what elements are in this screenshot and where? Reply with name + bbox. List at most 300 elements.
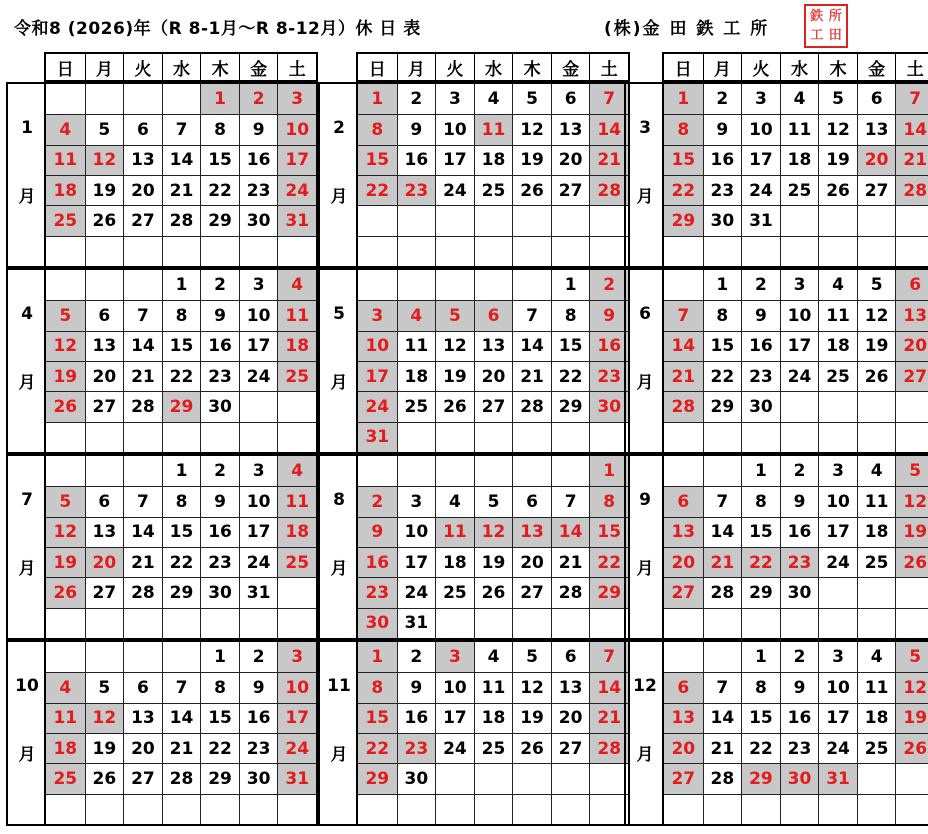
day-cell: 25: [435, 577, 474, 607]
empty-cell: [200, 794, 239, 824]
day-cell: 18: [277, 517, 316, 547]
day-cell: 27: [551, 175, 590, 205]
day-cell: 23: [200, 547, 239, 577]
day-cell: 30: [358, 608, 397, 638]
day-cell: 21: [703, 547, 742, 577]
empty-cell: [512, 794, 551, 824]
day-cell: 5: [512, 642, 551, 672]
month-block: [6, 640, 318, 826]
day-cell: 18: [435, 547, 474, 577]
day-cell: 28: [703, 577, 742, 607]
day-cell: 19: [85, 733, 124, 763]
day-cell: 7: [123, 486, 162, 516]
day-cell: 25: [474, 733, 513, 763]
day-cell: 23: [239, 175, 278, 205]
day-cell: 19: [512, 703, 551, 733]
day-cell: 3: [818, 456, 857, 486]
day-cell: 10: [818, 486, 857, 516]
empty-cell: [551, 205, 590, 235]
day-cell: 29: [741, 763, 780, 793]
empty-cell: [162, 608, 201, 638]
month-number: 3: [639, 118, 651, 138]
day-cell: 15: [162, 331, 201, 361]
day-cell: 4: [277, 270, 316, 300]
day-cell: 29: [200, 763, 239, 793]
empty-cell: [664, 794, 703, 824]
day-cell: 10: [277, 114, 316, 144]
empty-cell: [780, 422, 819, 452]
day-cell: 24: [277, 175, 316, 205]
empty-cell: [818, 391, 857, 421]
day-cell: 29: [162, 577, 201, 607]
empty-cell: [277, 577, 316, 607]
day-cell: 10: [818, 672, 857, 702]
day-cell: 28: [162, 205, 201, 235]
empty-cell: [664, 270, 703, 300]
day-cell: 28: [123, 391, 162, 421]
month-label: [624, 82, 662, 268]
day-cell: 28: [589, 175, 628, 205]
day-cell: 25: [46, 763, 85, 793]
day-cell: 24: [818, 547, 857, 577]
day-cell: 20: [85, 361, 124, 391]
day-cell: 14: [551, 517, 590, 547]
day-cell: 31: [277, 763, 316, 793]
day-cell: 12: [85, 145, 124, 175]
day-cell: 7: [703, 486, 742, 516]
empty-cell: [239, 391, 278, 421]
day-cell: 15: [551, 331, 590, 361]
empty-cell: [512, 608, 551, 638]
day-cell: 14: [589, 672, 628, 702]
day-cell: 31: [239, 577, 278, 607]
day-cell: 7: [589, 84, 628, 114]
day-cell: 2: [239, 84, 278, 114]
day-cell: 22: [551, 361, 590, 391]
day-cell: 20: [85, 547, 124, 577]
day-cell: 10: [277, 672, 316, 702]
day-cell: 4: [277, 456, 316, 486]
day-cell: 5: [474, 486, 513, 516]
empty-cell: [358, 270, 397, 300]
day-cell: 4: [818, 270, 857, 300]
month-number: 10: [15, 676, 39, 696]
day-cell: 3: [358, 300, 397, 330]
empty-cell: [703, 236, 742, 266]
month-number: 6: [639, 304, 651, 324]
day-cell: 4: [435, 486, 474, 516]
empty-cell: [358, 236, 397, 266]
day-cell: 9: [239, 114, 278, 144]
day-cell: 12: [46, 517, 85, 547]
month-label: [6, 454, 44, 640]
weekday-header: 火: [741, 54, 780, 80]
day-cell: 25: [818, 361, 857, 391]
empty-cell: [277, 391, 316, 421]
day-cell: 8: [551, 300, 590, 330]
empty-cell: [857, 608, 896, 638]
month-block: [318, 454, 630, 640]
day-cell: 17: [741, 145, 780, 175]
empty-cell: [435, 608, 474, 638]
empty-cell: [741, 794, 780, 824]
day-cell: 14: [512, 331, 551, 361]
day-cell: 22: [200, 175, 239, 205]
day-cell: 23: [358, 577, 397, 607]
month-suffix: 月: [330, 373, 348, 393]
month-label: [624, 640, 662, 826]
empty-cell: [162, 422, 201, 452]
day-cell: 29: [741, 577, 780, 607]
empty-cell: [551, 456, 590, 486]
day-cell: 4: [397, 300, 436, 330]
day-cell: 5: [46, 300, 85, 330]
month-suffix: 月: [18, 745, 36, 765]
empty-cell: [200, 608, 239, 638]
empty-cell: [162, 236, 201, 266]
day-cell: 24: [277, 733, 316, 763]
day-cell: 17: [397, 547, 436, 577]
day-cell: 9: [200, 300, 239, 330]
day-cell: 30: [239, 763, 278, 793]
empty-cell: [780, 236, 819, 266]
day-cell: 15: [358, 703, 397, 733]
day-cell: 21: [512, 361, 551, 391]
day-cell: 11: [474, 672, 513, 702]
day-cell: 29: [200, 205, 239, 235]
empty-cell: [664, 456, 703, 486]
day-cell: 23: [239, 733, 278, 763]
day-cell: 5: [85, 114, 124, 144]
day-cell: 8: [703, 300, 742, 330]
empty-cell: [895, 608, 928, 638]
month-block: [6, 268, 318, 454]
day-cell: 8: [200, 672, 239, 702]
day-cell: 28: [664, 391, 703, 421]
empty-cell: [46, 456, 85, 486]
month-grid: [662, 82, 928, 268]
empty-cell: [474, 422, 513, 452]
month-suffix: 月: [636, 559, 654, 579]
day-cell: 18: [397, 361, 436, 391]
empty-cell: [589, 236, 628, 266]
empty-cell: [512, 270, 551, 300]
empty-cell: [818, 608, 857, 638]
day-cell: 8: [162, 486, 201, 516]
empty-cell: [397, 236, 436, 266]
day-cell: 6: [474, 300, 513, 330]
day-cell: 22: [358, 733, 397, 763]
empty-cell: [358, 456, 397, 486]
day-cell: 8: [162, 300, 201, 330]
day-cell: 1: [589, 456, 628, 486]
day-cell: 16: [358, 547, 397, 577]
empty-cell: [895, 391, 928, 421]
month-suffix: 月: [18, 187, 36, 207]
empty-cell: [664, 422, 703, 452]
month-number: 1: [21, 118, 33, 138]
empty-cell: [474, 456, 513, 486]
empty-cell: [857, 205, 896, 235]
weekday-header: 水: [474, 54, 513, 80]
day-cell: 26: [857, 361, 896, 391]
day-cell: 20: [512, 547, 551, 577]
day-cell: 29: [664, 205, 703, 235]
day-cell: 14: [703, 703, 742, 733]
day-cell: 26: [85, 763, 124, 793]
empty-cell: [85, 794, 124, 824]
seal-char: 田: [828, 27, 842, 43]
day-cell: 17: [780, 331, 819, 361]
day-cell: 13: [551, 672, 590, 702]
empty-cell: [435, 794, 474, 824]
weekday-header: 火: [123, 54, 162, 80]
day-cell: 21: [123, 361, 162, 391]
day-cell: 20: [857, 145, 896, 175]
day-cell: 21: [703, 733, 742, 763]
empty-cell: [551, 794, 590, 824]
day-cell: 1: [551, 270, 590, 300]
day-cell: 22: [589, 547, 628, 577]
day-cell: 5: [46, 486, 85, 516]
day-cell: 31: [397, 608, 436, 638]
day-cell: 26: [895, 547, 928, 577]
day-cell: 4: [857, 642, 896, 672]
weekday-header: 月: [703, 54, 742, 80]
day-cell: 1: [200, 84, 239, 114]
day-cell: 15: [162, 517, 201, 547]
month-label: [318, 640, 356, 826]
empty-cell: [818, 422, 857, 452]
day-cell: 30: [397, 763, 436, 793]
day-cell: 17: [818, 517, 857, 547]
month-label: [318, 454, 356, 640]
day-cell: 11: [857, 672, 896, 702]
day-cell: 17: [277, 145, 316, 175]
day-cell: 23: [397, 733, 436, 763]
empty-cell: [780, 794, 819, 824]
day-cell: 14: [162, 703, 201, 733]
empty-cell: [780, 391, 819, 421]
day-cell: 2: [200, 270, 239, 300]
day-cell: 2: [200, 456, 239, 486]
day-cell: 8: [664, 114, 703, 144]
empty-cell: [895, 422, 928, 452]
day-cell: 31: [358, 422, 397, 452]
day-cell: 16: [239, 703, 278, 733]
month-number: 4: [21, 304, 33, 324]
day-cell: 1: [703, 270, 742, 300]
day-cell: 21: [895, 145, 928, 175]
day-cell: 7: [551, 486, 590, 516]
day-cell: 12: [895, 486, 928, 516]
day-cell: 29: [703, 391, 742, 421]
day-cell: 4: [46, 672, 85, 702]
day-cell: 26: [474, 577, 513, 607]
day-cell: 24: [818, 733, 857, 763]
day-cell: 11: [818, 300, 857, 330]
empty-cell: [435, 270, 474, 300]
day-cell: 7: [123, 300, 162, 330]
day-cell: 27: [551, 733, 590, 763]
weekday-header: 日: [674, 59, 692, 80]
empty-cell: [46, 642, 85, 672]
day-cell: 21: [123, 547, 162, 577]
weekday-header: 木: [512, 54, 551, 80]
day-cell: 6: [895, 270, 928, 300]
company-name: (株)金 田 鉄 工 所: [604, 19, 770, 39]
month-grid: [356, 82, 630, 268]
day-cell: 25: [857, 547, 896, 577]
weekday-header: 土: [589, 54, 628, 80]
day-cell: 7: [162, 114, 201, 144]
day-cell: 15: [200, 703, 239, 733]
day-cell: 30: [780, 577, 819, 607]
month-block: [6, 454, 318, 640]
day-cell: 24: [435, 175, 474, 205]
day-cell: 29: [551, 391, 590, 421]
day-cell: 14: [123, 517, 162, 547]
empty-cell: [741, 608, 780, 638]
month-number: 11: [327, 676, 351, 696]
day-cell: 7: [703, 672, 742, 702]
month-grid: [356, 454, 630, 640]
month-grid: [356, 640, 630, 826]
day-cell: 20: [664, 733, 703, 763]
day-cell: 8: [358, 672, 397, 702]
day-cell: 30: [200, 391, 239, 421]
day-cell: 11: [780, 114, 819, 144]
day-cell: 19: [46, 547, 85, 577]
day-cell: 13: [895, 300, 928, 330]
day-cell: 21: [551, 547, 590, 577]
weekday-header: 木: [200, 54, 239, 80]
day-cell: 18: [780, 145, 819, 175]
day-cell: 26: [512, 175, 551, 205]
day-cell: 17: [358, 361, 397, 391]
day-cell: 6: [512, 486, 551, 516]
day-cell: 1: [664, 84, 703, 114]
day-cell: 22: [703, 361, 742, 391]
month-block: [318, 640, 630, 826]
empty-cell: [703, 608, 742, 638]
day-cell: 26: [435, 391, 474, 421]
day-cell: 16: [780, 517, 819, 547]
day-cell: 9: [397, 114, 436, 144]
empty-cell: [397, 794, 436, 824]
day-cell: 21: [589, 145, 628, 175]
weekday-header: 金: [551, 54, 590, 80]
month-grid: [44, 82, 318, 268]
month-label: [6, 268, 44, 454]
day-cell: 20: [123, 733, 162, 763]
empty-cell: [123, 642, 162, 672]
day-cell: 9: [741, 300, 780, 330]
day-cell: 20: [664, 547, 703, 577]
month-suffix: 月: [330, 559, 348, 579]
day-cell: 8: [589, 486, 628, 516]
day-cell: 15: [358, 145, 397, 175]
empty-cell: [277, 608, 316, 638]
day-cell: 15: [200, 145, 239, 175]
day-cell: 23: [780, 547, 819, 577]
day-cell: 1: [358, 84, 397, 114]
weekday-header: 土: [277, 54, 316, 80]
day-cell: 7: [162, 672, 201, 702]
day-cell: 2: [703, 84, 742, 114]
day-cell: 14: [895, 114, 928, 144]
day-cell: 24: [397, 577, 436, 607]
day-cell: 26: [512, 733, 551, 763]
day-cell: 28: [589, 733, 628, 763]
page-title: 令和8 (2026)年（R 8-1月～R 8-12月）休 日 表: [14, 19, 421, 39]
empty-cell: [703, 456, 742, 486]
empty-cell: [239, 236, 278, 266]
day-cell: 15: [664, 145, 703, 175]
day-cell: 18: [277, 331, 316, 361]
day-cell: 4: [780, 84, 819, 114]
empty-cell: [589, 422, 628, 452]
day-cell: 30: [200, 577, 239, 607]
empty-cell: [474, 608, 513, 638]
day-cell: 19: [895, 703, 928, 733]
weekday-header: 水: [780, 54, 819, 80]
day-cell: 18: [857, 517, 896, 547]
empty-cell: [358, 794, 397, 824]
day-cell: 12: [818, 114, 857, 144]
day-cell: 19: [474, 547, 513, 577]
day-cell: 2: [780, 456, 819, 486]
empty-cell: [435, 205, 474, 235]
empty-cell: [895, 794, 928, 824]
empty-cell: [277, 422, 316, 452]
day-cell: 6: [857, 84, 896, 114]
empty-cell: [85, 642, 124, 672]
empty-cell: [780, 205, 819, 235]
day-cell: 26: [895, 733, 928, 763]
month-suffix: 月: [330, 745, 348, 765]
day-cell: 29: [589, 577, 628, 607]
day-cell: 10: [435, 672, 474, 702]
day-cell: 3: [277, 84, 316, 114]
empty-cell: [664, 608, 703, 638]
day-cell: 3: [397, 486, 436, 516]
empty-cell: [123, 236, 162, 266]
month-suffix: 月: [636, 187, 654, 207]
day-cell: 25: [397, 391, 436, 421]
day-cell: 9: [780, 672, 819, 702]
day-cell: 16: [397, 145, 436, 175]
day-cell: 5: [85, 672, 124, 702]
day-cell: 12: [85, 703, 124, 733]
day-cell: 2: [589, 270, 628, 300]
day-cell: 25: [277, 361, 316, 391]
empty-cell: [857, 763, 896, 793]
empty-cell: [512, 763, 551, 793]
day-cell: 18: [818, 331, 857, 361]
day-cell: 1: [741, 642, 780, 672]
day-cell: 16: [780, 703, 819, 733]
empty-cell: [397, 205, 436, 235]
month-number: 9: [639, 490, 651, 510]
day-cell: 10: [741, 114, 780, 144]
day-cell: 17: [435, 145, 474, 175]
empty-cell: [435, 422, 474, 452]
day-cell: 31: [818, 763, 857, 793]
month-label: [624, 454, 662, 640]
empty-cell: [895, 763, 928, 793]
day-cell: 28: [123, 577, 162, 607]
